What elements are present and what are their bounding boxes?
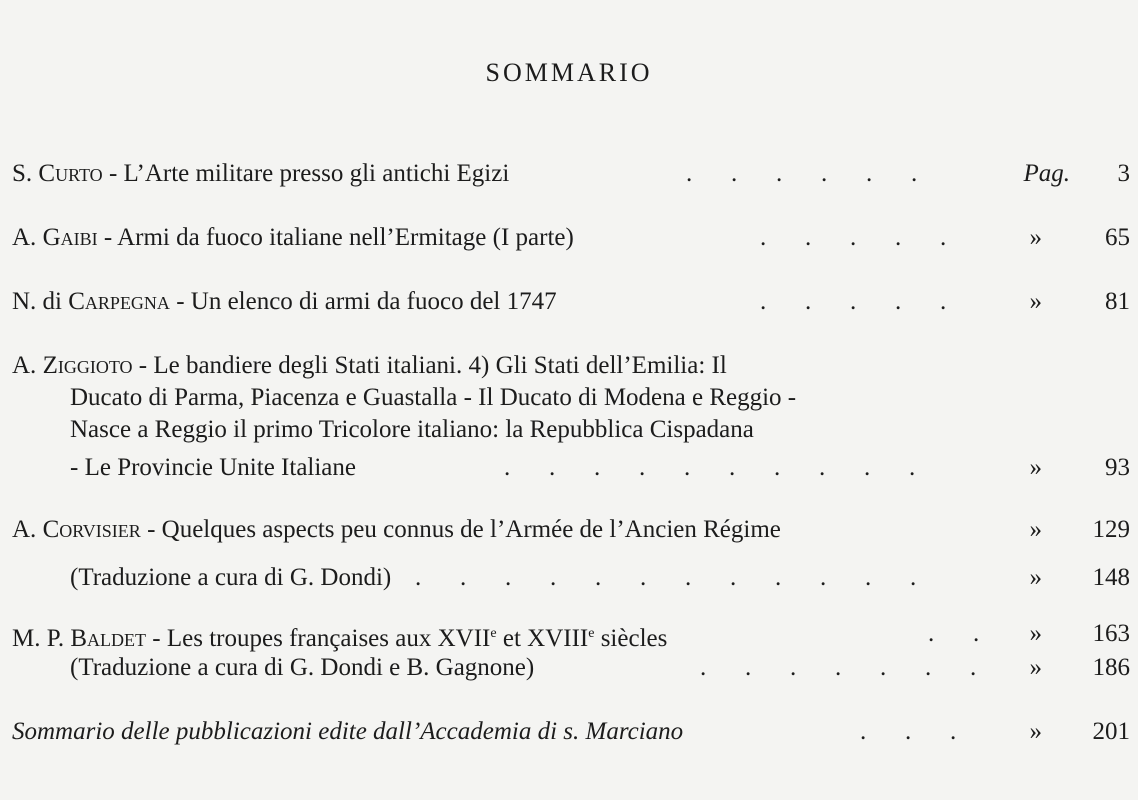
author-name: Carpegna <box>68 288 170 315</box>
entry-text <box>12 286 557 318</box>
toc-entry-baldet[interactable] <box>0 618 1138 650</box>
leader-dots: . . . <box>860 718 957 745</box>
author-name: Gaibi <box>42 224 98 251</box>
entry-title-line: Ducato di Parma, Piacenza e Guastalla - Il Ducato di Modena e Reggio - <box>70 384 797 411</box>
separator: - <box>102 160 124 187</box>
page-ref-label: » <box>1029 564 1042 591</box>
page-ref-label: » <box>1029 654 1042 681</box>
toc-subentry-corvisier-translation[interactable] <box>0 562 1138 594</box>
entry-text <box>12 222 574 254</box>
author-name: Baldet <box>70 625 147 652</box>
author-name: Curto <box>38 160 103 187</box>
page-number: 163 <box>1092 620 1130 647</box>
author-name: Corvisier <box>42 516 141 543</box>
page-ref-label: » <box>1029 454 1042 481</box>
entry-title-line: Nasce a Reggio il primo Tricolore italiano: la Repubblica Cispadana <box>70 416 754 443</box>
page-ref-label: » <box>1029 288 1042 315</box>
page-ref-label: » <box>1029 718 1042 745</box>
leader-dots: . . . . . . <box>686 160 918 187</box>
toc-entry-curto[interactable] <box>0 158 1138 190</box>
page-number: 93 <box>1105 454 1130 481</box>
page-ref-label: » <box>1029 620 1042 647</box>
leader-dots: . . . . . . . . . . <box>504 454 916 481</box>
page-ref-label: » <box>1029 224 1042 251</box>
separator: - <box>140 516 162 543</box>
entry-title: Armi da fuoco italiane nell’Ermitage (I parte) <box>117 224 574 251</box>
page-number: 65 <box>1105 224 1130 251</box>
separator: - <box>97 224 118 251</box>
entry-title: (Traduzione a cura di G. Dondi) <box>70 564 392 591</box>
page-number: 3 <box>1117 160 1130 187</box>
page-number: 201 <box>1092 718 1130 745</box>
entry-title-line: - Le Provincie Unite Italiane <box>70 454 356 481</box>
author-initial: N. di <box>12 288 62 315</box>
page-number: 81 <box>1105 288 1130 315</box>
separator: - <box>146 625 167 652</box>
separator: - <box>132 352 154 379</box>
author-initial: A. <box>12 352 37 379</box>
entry-title: Quelques aspects peu connus de l’Armée de l’Ancien Régime <box>161 516 781 543</box>
leader-dots: . . . . . . . . . . . . <box>415 564 917 591</box>
author-initial: A. <box>12 224 37 251</box>
leader-dots: . . . . . <box>760 288 947 315</box>
toc-entry-corvisier[interactable] <box>0 514 1138 546</box>
entry-title: (Traduzione a cura di G. Dondi e B. Gagnone) <box>70 654 535 681</box>
entry-title-line: Le bandiere degli Stati italiani. 4) Gli Stati dell’Emilia: Il <box>153 352 727 379</box>
page-number: 129 <box>1092 516 1130 543</box>
author-name: Ziggioto <box>42 352 133 379</box>
page-ref-label: » <box>1029 516 1042 543</box>
toc-entry-ziggioto-cont <box>0 382 1138 414</box>
entry-title: Sommario delle pubblicazioni edite dall’Accademia di s. Marciano <box>12 718 684 745</box>
entry-text <box>12 514 781 546</box>
page-ref-label: Pag. <box>1023 160 1070 187</box>
author-initial: A. <box>12 516 37 543</box>
toc-entry-accademia-publications[interactable] <box>0 716 1138 748</box>
leader-dots: . . . . . <box>760 224 947 251</box>
page-title: SOMMARIO <box>485 58 653 87</box>
entry-title: L’Arte militare presso gli antichi Egizi <box>123 160 510 187</box>
leader-dots: . . <box>928 620 980 647</box>
entry-title: Les troupes françaises aux XVIIe et XVIIIe siècles <box>166 625 668 652</box>
toc-entry-ziggioto-cont <box>0 452 1138 484</box>
entry-text <box>12 618 667 655</box>
toc-entry-ziggioto[interactable] <box>0 350 1138 382</box>
entry-text <box>12 350 727 382</box>
page-number: 186 <box>1092 654 1130 681</box>
toc-entry-gaibi[interactable] <box>0 222 1138 254</box>
page-number: 148 <box>1092 564 1130 591</box>
author-initial: S. <box>12 160 33 187</box>
separator: - <box>169 288 191 315</box>
entry-text <box>12 158 509 190</box>
toc-entry-carpegna[interactable] <box>0 286 1138 318</box>
toc-entry-ziggioto-cont <box>0 414 1138 446</box>
leader-dots: . . . . . . . <box>700 654 977 681</box>
entry-title: Un elenco di armi da fuoco del 1747 <box>190 288 557 315</box>
author-initial: M. P. <box>12 625 65 652</box>
toc-subentry-baldet-translation[interactable] <box>0 652 1138 684</box>
